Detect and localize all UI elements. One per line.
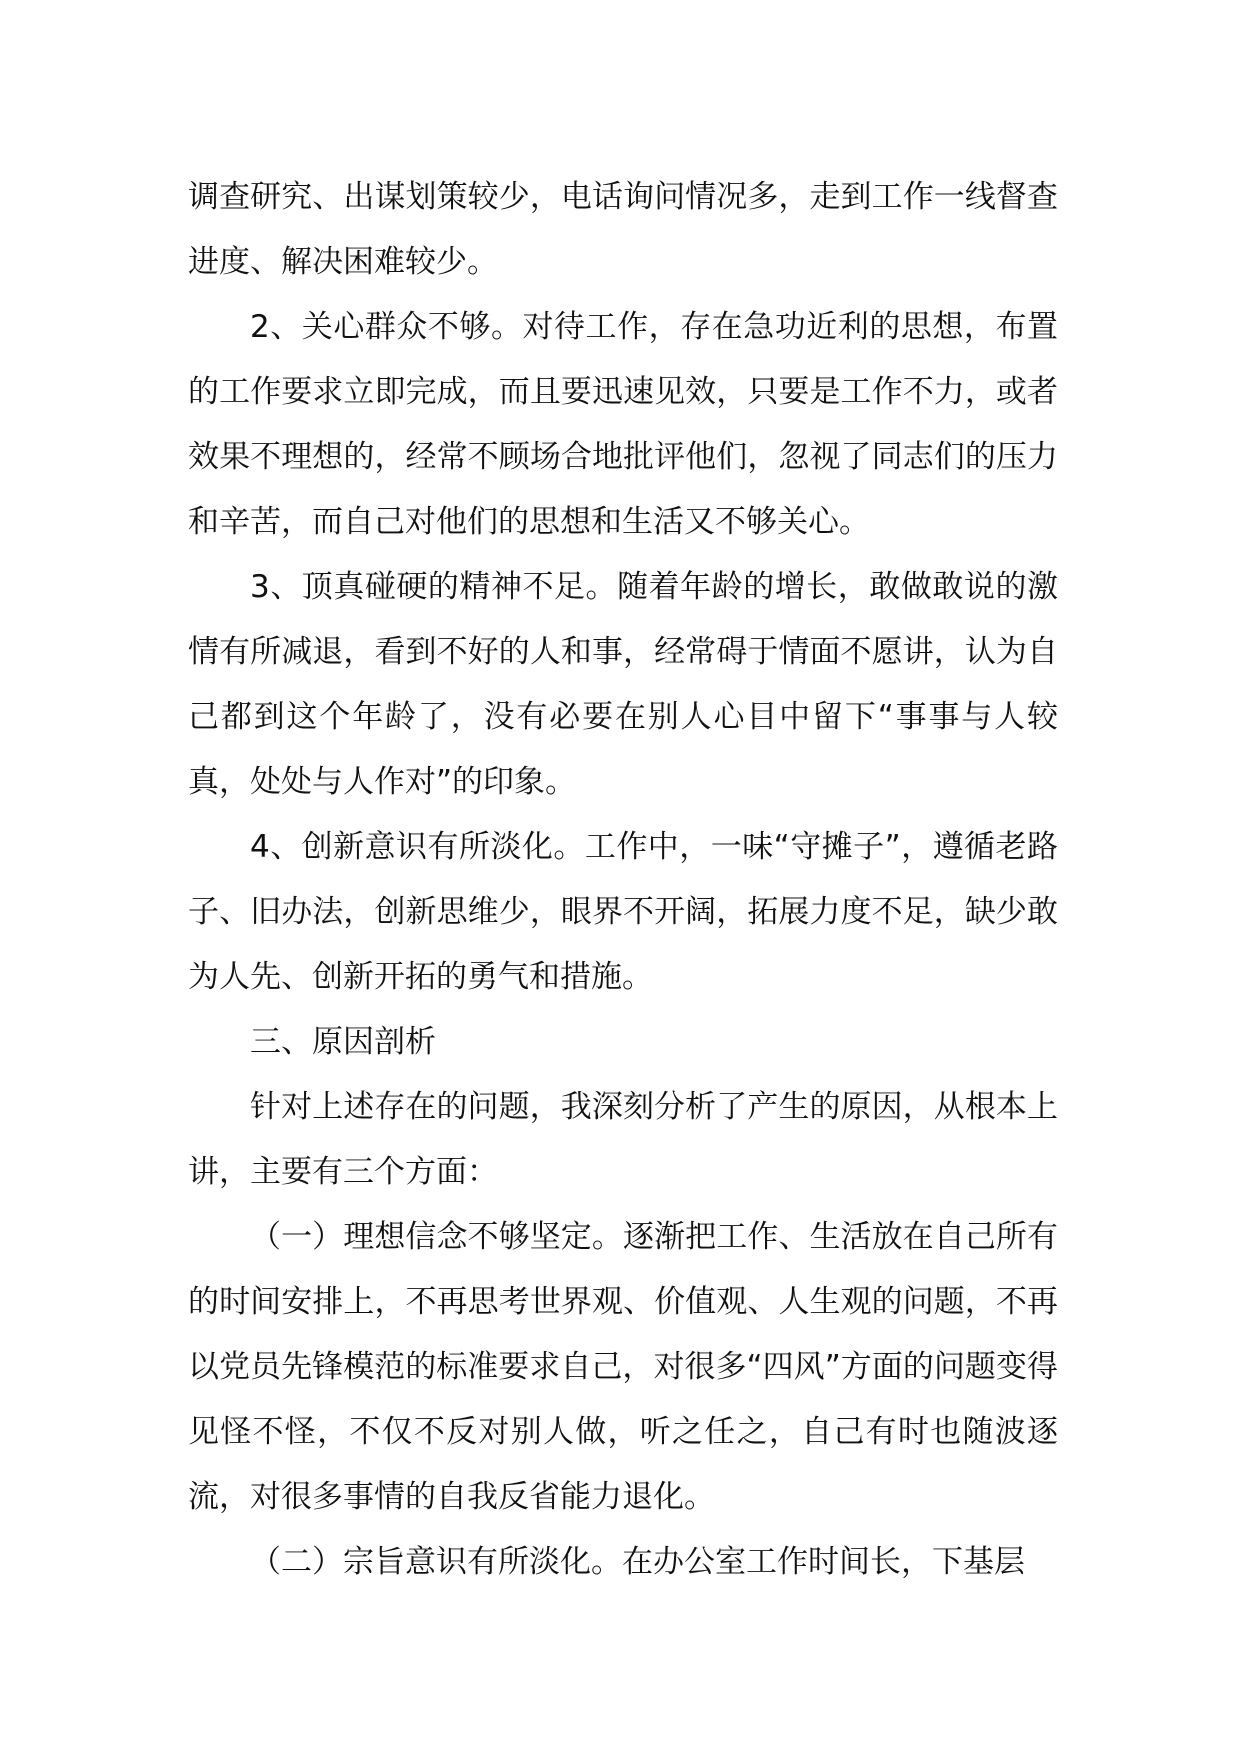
paragraph-continuation: 调查研究、出谋划策较少，电话询问情况多，走到工作一线督查进度、解决困难较少。 [188, 179, 1058, 280]
paragraph-reason-2: （二）宗旨意识有所淡化。在办公室工作时间长，下基层 [250, 1544, 1025, 1580]
paragraph-reason-1: （一）理想信念不够坚定。逐渐把工作、生活放在自己所有的时间安排上，不再思考世界观、价值观、人生观的问题，不再以党员先锋模范的标准要求自己，对很多“四风”方面的问题变得见怪不怪，不仅不反对别人做，听之任之，自己有时也随波逐流，对很多事情的自我反省能力退化。 [188, 1219, 1058, 1515]
paragraph-intro: 针对上述存在的问题，我深刻分析了产生的原因，从根本上讲，主要有三个方面： [188, 1089, 1058, 1190]
paragraph-item-3: 3、顶真碰硬的精神不足。随着年龄的增长，敢做敢说的激情有所减退，看到不好的人和事，经常碍于情面不愿讲，认为自己都到这个年龄了，没有必要在别人心目中留下“事事与人较真，处处与人作对”的印象。 [188, 569, 1058, 800]
paragraph-item-2: 2、关心群众不够。对待工作，存在急功近利的思想，布置的工作要求立即完成，而且要迅速见效，只要是工作不力，或者效果不理想的，经常不顾场合地批评他们，忽视了同志们的压力和辛苦，而自己对他们的思想和生活又不够关心。 [188, 309, 1058, 540]
section-heading: 三、原因剖析 [250, 1024, 436, 1060]
paragraph-item-4: 4、创新意识有所淡化。工作中，一味“守摊子”，遵循老路子、旧办法，创新思维少，眼界不开阔，拓展力度不足，缺少敢为人先、创新开拓的勇气和措施。 [188, 829, 1058, 995]
document-body [188, 165, 1058, 1595]
